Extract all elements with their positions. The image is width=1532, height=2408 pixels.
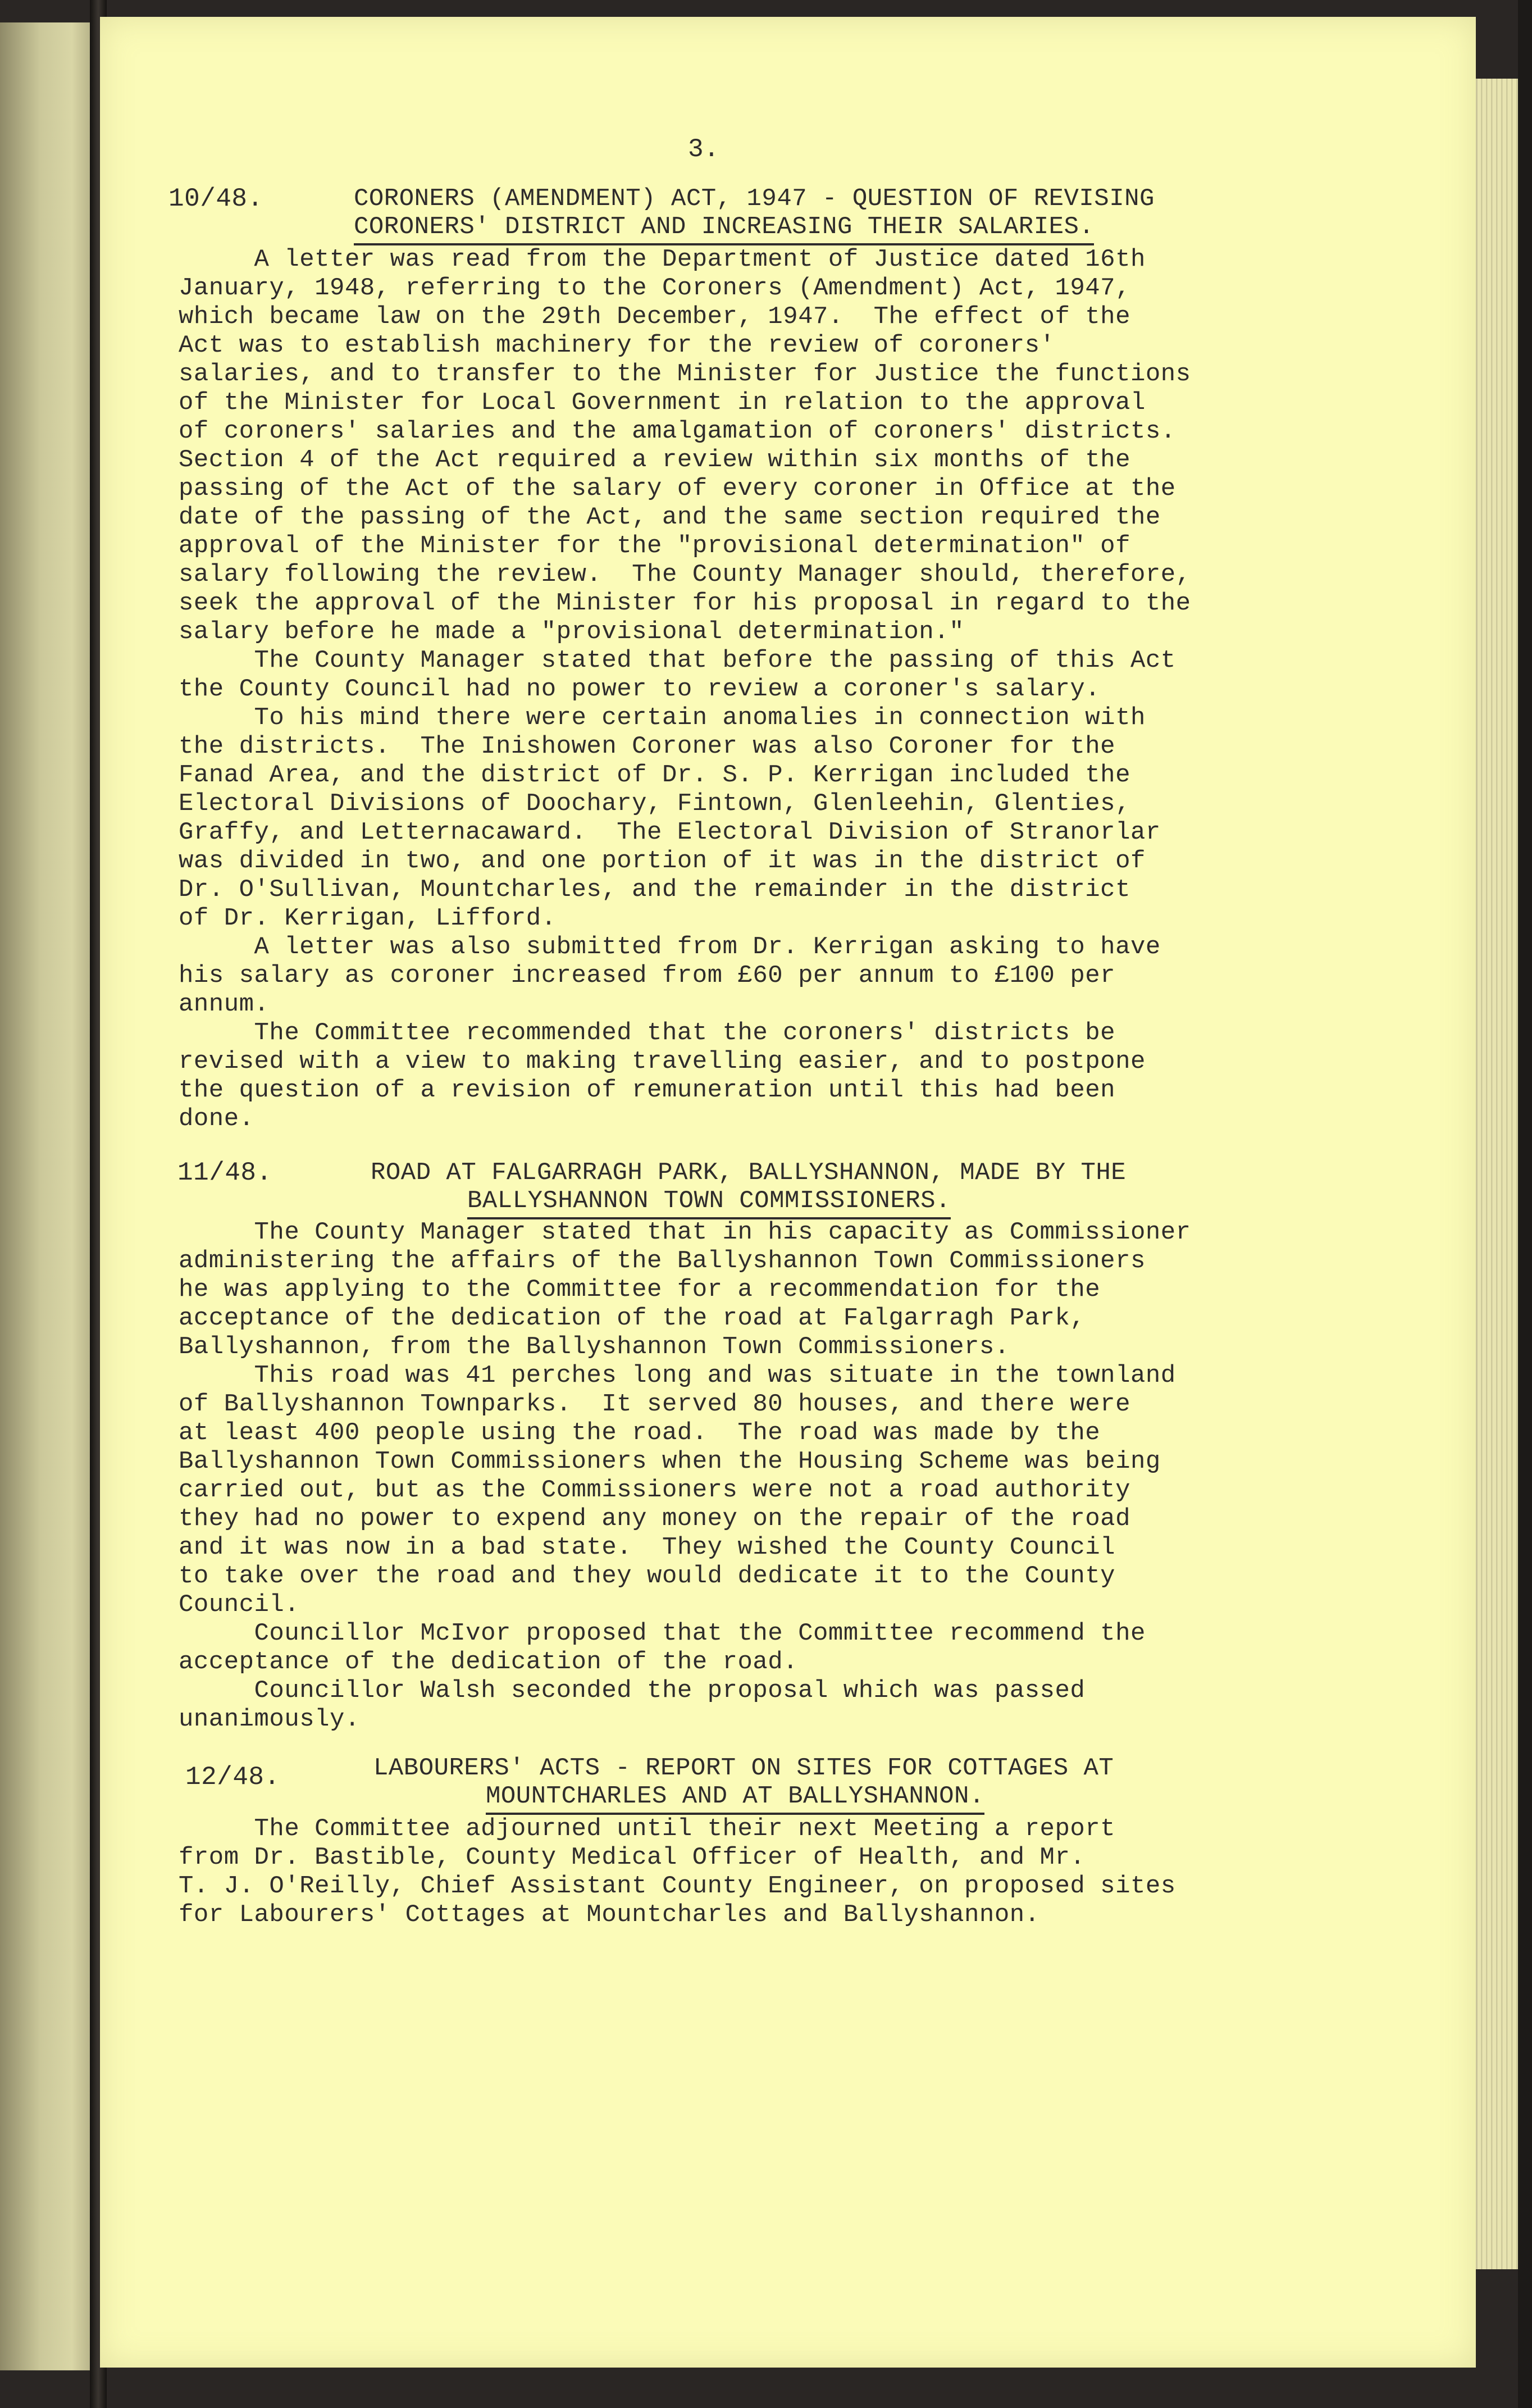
body-line: Act was to establish machinery for the review of coroners' [179, 331, 1055, 359]
body-line: salaries, and to transfer to the Minister for Justice the functions [179, 360, 1191, 388]
body-line: T. J. O'Reilly, Chief Assistant County Engineer, on proposed sites [179, 1872, 1176, 1900]
page-number: 3. [688, 135, 720, 164]
body-line: January, 1948, referring to the Coroners (Amendment) Act, 1947, [179, 274, 1130, 302]
body-line: Dr. O'Sullivan, Mountcharles, and the remainder in the district [179, 876, 1130, 904]
body-line: which became law on the 29th December, 1947. The effect of the [179, 303, 1130, 331]
body-line: date of the passing of the Act, and the same section required the [179, 503, 1161, 531]
body-line: seek the approval of the Minister for his proposal in regard to the [179, 589, 1191, 617]
body-line: The Committee adjourned until their next Meeting a report [179, 1815, 1116, 1843]
body-line: salary before he made a "provisional determination." [179, 618, 965, 646]
body-line: A letter was read from the Department of Justice dated 16th [179, 245, 1146, 274]
body-line: Ballyshannon Town Commissioners when the Housing Scheme was being [179, 1447, 1161, 1476]
body-line: Councillor Walsh seconded the proposal which was passed [179, 1677, 1086, 1705]
body-line: and it was now in a bad state. They wished the County Council [179, 1533, 1116, 1562]
body-line: administering the affairs of the Ballyshannon Town Commissioners [179, 1247, 1146, 1275]
section-heading-line-underlined: MOUNTCHARLES AND AT BALLYSHANNON. [486, 1782, 984, 1815]
body-line: To his mind there were certain anomalies in connection with [179, 704, 1146, 732]
section-number: 10/48. [168, 184, 263, 213]
body-line: Graffy, and Letternacaward. The Electoral Division of Stranorlar [179, 818, 1161, 846]
body-line: the question of a revision of remuneration until this had been [179, 1076, 1116, 1104]
body-line: The County Manager stated that before the passing of this Act [179, 647, 1176, 675]
body-line: acceptance of the dedication of the road at Falgarragh Park, [179, 1304, 1086, 1332]
body-line: Fanad Area, and the district of Dr. S. P. Kerrigan included the [179, 761, 1130, 789]
body-line: at least 400 people using the road. The road was made by the [179, 1419, 1101, 1447]
body-line: A letter was also submitted from Dr. Kerrigan asking to have [179, 933, 1161, 961]
body-line: Ballyshannon, from the Ballyshannon Town Commissioners. [179, 1333, 1010, 1361]
body-line: annum. [179, 990, 270, 1018]
body-line: his salary as coroner increased from £60 per annum to £100 per [179, 962, 1116, 990]
body-line: This road was 41 perches long and was situate in the townland [179, 1362, 1176, 1390]
body-line: Council. [179, 1591, 300, 1619]
body-line: they had no power to expend any money on the repair of the road [179, 1505, 1130, 1533]
body-line: The Committee recommended that the coroners' districts be [179, 1019, 1116, 1047]
body-line: to take over the road and they would dedicate it to the County [179, 1562, 1116, 1590]
facing-page-edge [0, 22, 93, 2370]
section-heading-line-underlined: CORONERS' DISTRICT AND INCREASING THEIR SALARIES. [354, 212, 1094, 245]
body-line: Councillor McIvor proposed that the Committee recommend the [179, 1619, 1146, 1647]
section-heading-line-underlined: BALLYSHANNON TOWN COMMISSIONERS. [467, 1186, 951, 1219]
body-line: of Dr. Kerrigan, Lifford. [179, 904, 557, 932]
body-line: approval of the Minister for the "provisional determination" of [179, 532, 1130, 560]
body-line: Electoral Divisions of Doochary, Fintown, Glenleehin, Glenties, [179, 790, 1130, 818]
body-line: revised with a view to making travelling easier, and to postpone [179, 1048, 1146, 1076]
body-line: salary following the review. The County Manager should, therefore, [179, 561, 1191, 589]
body-line: he was applying to the Committee for a recommendation for the [179, 1276, 1101, 1304]
body-line: was divided in two, and one portion of it was in the district of [179, 847, 1146, 875]
body-line: for Labourers' Cottages at Mountcharles and Ballyshannon. [179, 1901, 1040, 1929]
section-number: 11/48. [177, 1158, 272, 1187]
body-line: of the Minister for Local Government in relation to the approval [179, 389, 1146, 417]
body-line: of coroners' salaries and the amalgamation of coroners' districts. [179, 417, 1176, 445]
body-line: acceptance of the dedication of the road. [179, 1648, 799, 1676]
background-edge [1518, 0, 1532, 2408]
body-line: The County Manager stated that in his capacity as Commissioner [179, 1218, 1191, 1246]
section-number: 12/48. [185, 1763, 280, 1792]
body-line: from Dr. Bastible, County Medical Officer of Health, and Mr. [179, 1843, 1086, 1872]
body-line: carried out, but as the Commissioners were not a road authority [179, 1476, 1130, 1504]
body-line: passing of the Act of the salary of every coroner in Office at the [179, 475, 1176, 503]
body-line: the districts. The Inishowen Coroner was also Coroner for the [179, 732, 1116, 761]
body-line: done. [179, 1105, 254, 1133]
section-heading-line: CORONERS (AMENDMENT) ACT, 1947 - QUESTION OF REVISING [354, 185, 1155, 213]
body-line: unanimously. [179, 1705, 360, 1733]
body-line: the County Council had no power to review a coroner's salary. [179, 675, 1101, 703]
page-stack-edges [1476, 79, 1520, 2269]
section-heading-line: LABOURERS' ACTS - REPORT ON SITES FOR COTTAGES AT [373, 1754, 1114, 1782]
body-line: Section 4 of the Act required a review within six months of the [179, 446, 1130, 474]
body-line: of Ballyshannon Townparks. It served 80 houses, and there were [179, 1390, 1130, 1418]
section-heading-line: ROAD AT FALGARRAGH PARK, BALLYSHANNON, MADE BY THE [371, 1159, 1127, 1187]
